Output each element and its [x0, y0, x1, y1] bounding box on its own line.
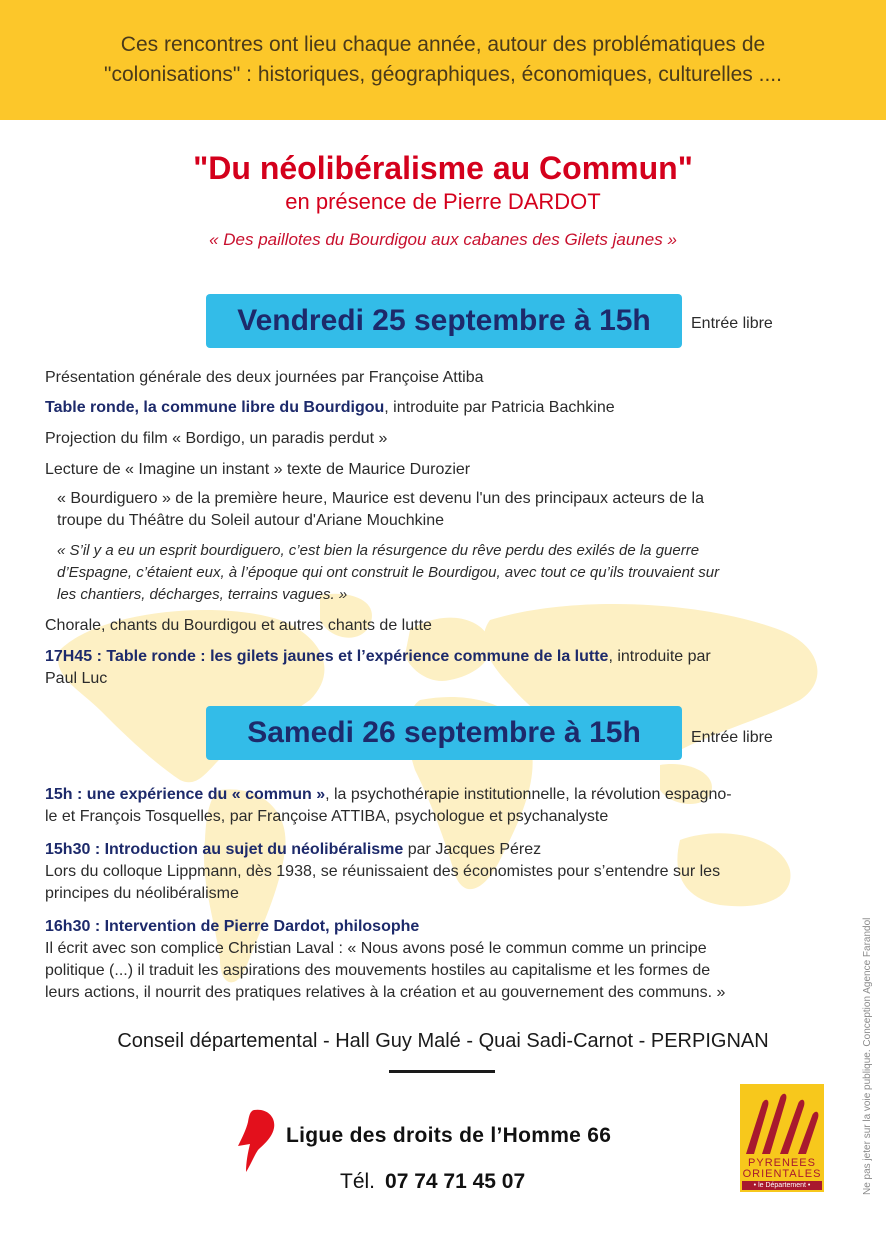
day1-quote-line-2: d’Espagne, c’étaient eux, à l’époque qui ont construit le Bourdigou, avec tout ce qu’ils trouvaient sur: [57, 564, 720, 581]
day1-giletsjaunes: [45, 646, 845, 668]
day1-quote-line-3: les chantiers, décharges, terrains vagues. »: [57, 586, 348, 603]
side-legal-note: Ne pas jeter sur la voie publique. Conception Agence Farandol: [862, 917, 873, 1195]
day2-session-1-title: 15h : une expérience du « commun »: [45, 786, 326, 803]
day2-session-3-line-3: politique (...) il traduit les aspirations des mouvements hostiles au capitalisme et les formes de: [45, 962, 711, 979]
intro-banner: [0, 0, 886, 120]
day2-session-1-line-2: le et François Tosquelles, par Françoise ATTIBA, psychologue et psychanalyste: [45, 808, 609, 825]
event-tagline: « Des paillotes du Bourdigou aux cabanes des Gilets jaunes »: [209, 230, 677, 249]
day2-session-3-title: 16h30 : Intervention de Pierre Dardot, philosophe: [45, 918, 420, 935]
venue-address: Conseil départemental - Hall Guy Malé - Quai Sadi-Carnot - PERPIGNAN: [117, 1030, 769, 1052]
partner-line-1: PYRENEES: [748, 1157, 816, 1169]
day2-date-box: Samedi 26 septembre à 15h: [206, 706, 682, 760]
day1-quote-line-1: « S’il y a eu un esprit bourdiguero, c’est bien la résurgence du rêve perdu des exilés de la guerre: [57, 542, 700, 559]
day1-entry-label: Entrée libre: [691, 315, 773, 332]
phone-number: 07 74 71 45 07: [385, 1170, 526, 1193]
event-title: "Du néolibéralisme au Commun": [193, 150, 693, 186]
day1-choir: Chorale, chants du Bourdigou et autres chants de lutte: [45, 617, 432, 634]
day2-session-2: [45, 839, 845, 861]
day2-session-2-line-3: principes du néolibéralisme: [45, 885, 239, 902]
organization-name: Ligue des droits de l’Homme 66: [286, 1124, 612, 1147]
day1-giletsjaunes-title: 17H45 : Table ronde : les gilets jaunes et l’expérience commune de la lutte: [45, 648, 609, 665]
day1-reading: Lecture de « Imagine un instant » texte de Maurice Durozier: [45, 461, 471, 478]
day2-entry-label: Entrée libre: [691, 729, 773, 746]
day2-session-1: [45, 784, 845, 806]
day1-projection: Projection du film « Bordigo, un paradis perdut »: [45, 430, 388, 447]
day1-roundtable-title: Table ronde, la commune libre du Bourdigou: [45, 399, 385, 416]
partner-line-2: ORIENTALES: [742, 1168, 822, 1180]
day1-date-box: Vendredi 25 septembre à 15h: [206, 294, 682, 348]
day2-session-3-line-2: Il écrit avec son complice Christian Laval : « Nous avons posé le commun comme un principe: [45, 940, 707, 957]
day1-bio-line-2: troupe du Théâtre du Soleil autour d'Ariane Mouchkine: [57, 512, 445, 529]
phone-label: Tél.: [340, 1170, 376, 1193]
pyrenees-orientales-logo: [740, 1084, 824, 1192]
catalan-stripes-icon: [740, 1084, 824, 1156]
ldh-logo-icon: [236, 1108, 278, 1174]
event-header: [0, 148, 886, 250]
day2-session-1-desc: , la psychothérapie institutionnelle, la révolution espagno-: [325, 786, 732, 803]
day2-session-3-line-4: leurs actions, il nourrit des pratiques relatives à la création et au gouvernement des communs. »: [45, 984, 726, 1001]
day2-session-3: [45, 916, 845, 938]
day1-presentation: Présentation générale des deux journées par Françoise Attiba: [45, 369, 484, 386]
intro-line-2: "colonisations" : historiques, géographiques, économiques, culturelles ....: [104, 63, 782, 86]
divider: [389, 1070, 495, 1073]
day2-session-2-line-2: Lors du colloque Lippmann, dès 1938, se réunissaient des économistes pour s’entendre sur les: [45, 863, 721, 880]
day1-roundtable: [45, 397, 845, 419]
partner-line-3: • le Département •: [742, 1181, 822, 1190]
day2-session-2-title: 15h30 : Introduction au sujet du néolibéralisme: [45, 841, 404, 858]
day2-session-2-speaker: par Jacques Pérez: [403, 841, 542, 858]
day1-roundtable-host: , introduite par Patricia Bachkine: [384, 399, 615, 416]
day1-giletsjaunes-host: , introduite par: [608, 648, 711, 665]
day1-giletsjaunes-line-2: Paul Luc: [45, 670, 108, 687]
phone: [340, 1170, 525, 1194]
day1-bio-line-1: « Bourdiguero » de la première heure, Maurice est devenu l'un des principaux acteurs de la: [57, 490, 704, 507]
intro-line-1: Ces rencontres ont lieu chaque année, autour des problématiques de: [120, 33, 766, 56]
event-subtitle: en présence de Pierre DARDOT: [285, 189, 601, 214]
